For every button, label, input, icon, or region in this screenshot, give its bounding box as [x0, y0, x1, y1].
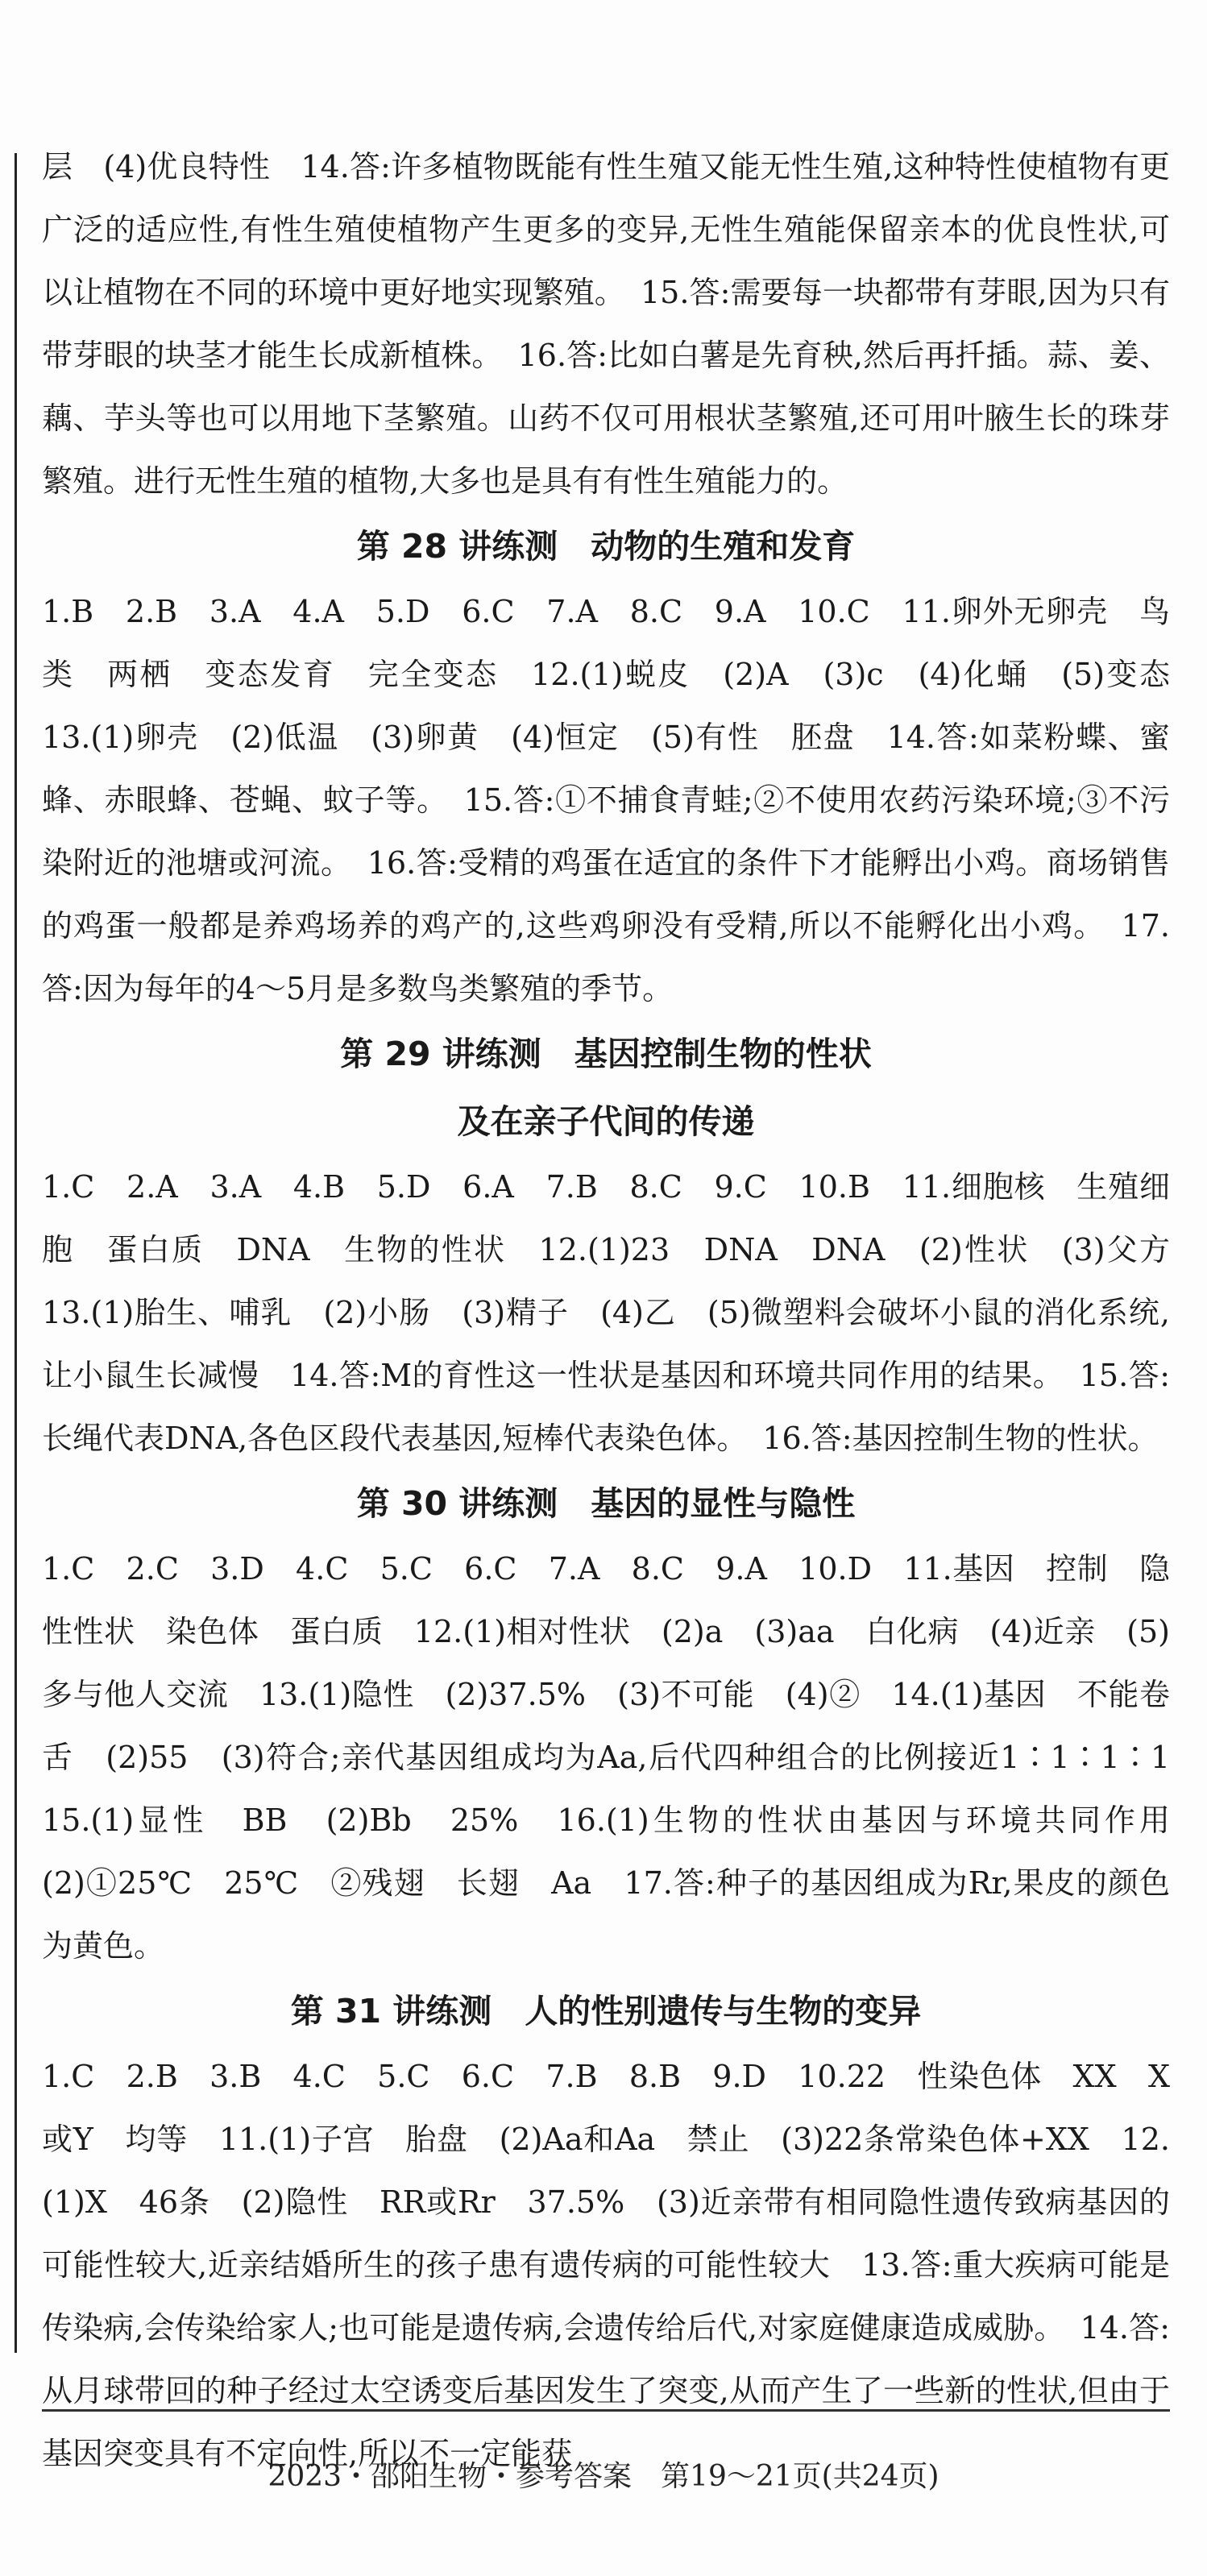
section-title: 第 28 讲练测 动物的生殖和发育: [356, 527, 856, 566]
answer-paragraph: 层 (4)优良特性 14.答:许多植物既能有性生殖又能无性生殖,这种特性使植物有更广泛的适应性,有性生殖使植物产生更多的变异,无性生殖能保留亲本的优良性状,可以让植物在不同的环境中更好地实现繁殖。 15.答:需要每一块都带有芽眼,因为只有带芽眼的块茎才能生长成新植株。 16.答:比如白薯是先育秧,然后再扦插。蒜、姜、藕、芋头等也可以用地下茎繁殖。山药不仅可用根状茎繁殖,还可用叶腋生长的珠芽繁殖。进行无性生殖的植物,大多也是具有有性生殖能力的。: [42, 149, 1170, 499]
answer-paragraph: 1.C 2.A 3.A 4.B 5.D 6.A 7.B 8.C 9.C 10.B 11.细胞核 生殖细胞 蛋白质 DNA 生物的性状 12.(1)23 DNA DNA (2)性状 (3)父方 13.(1)胎生、哺乳 (2)小肠 (3)精子 (4)乙 (5)微塑料会破坏小鼠的消化系统,让小鼠生长减慢 14.答:M的育性这一性状是基因和环境共同作用的结果。 15.答:长绳代表DNA,各色区段代表基因,短棒代表染色体。 16.答:基因控制生物的性状。: [42, 1169, 1201, 1456]
answer-paragraph: 1.B 2.B 3.A 4.A 5.D 6.C 7.A 8.C 9.A 10.C 11.卵外无卵壳 鸟类 两栖 变态发育 完全变态 12.(1)蜕皮 (2)A (3)c (4)化蛹 (5)变态 13.(1)卵壳 (2)低温 (3)卵黄 (4)恒定 (5)有性 胚盘 14.答:如菜粉蝶、蜜蜂、赤眼蜂、苍蝇、蚊子等。 15.答:①不捕食青蛙;②不使用农药污染环境;③不污染附近的池塘或河流。 16.答:受精的鸡蛋在适宜的条件下才能孵出小鸡。商场销售的鸡蛋一般都是养鸡场养的鸡产的,这些鸡卵没有受精,所以不能孵化出小鸡。 17.答:因为每年的4～5月是多数鸟类繁殖的季节。: [42, 594, 1201, 1006]
section-title: 第 30 讲练测 基因的显性与隐性: [356, 1484, 856, 1523]
section-title: 第 31 讲练测 人的性别遗传与生物的变异: [290, 1992, 922, 2031]
answer-paragraph: 1.C 2.C 3.D 4.C 5.C 6.C 7.A 8.C 9.A 10.D 11.基因 控制 隐性性状 染色体 蛋白质 12.(1)相对性状 (2)a (3)aa 白化病 (4)近亲 (5)多与他人交流 13.(1)隐性 (2)37.5% (3)不可能 (4)② 14.(1)基因 不能卷舌 (2)55 (3)符合;亲代基因组成均为Aa,后代四种组合的比例接近1∶1∶1∶1 15.(1)显性 BB (2)Bb 25% 16.(1)生物的性状由基因与环境共同作用 (2)①25℃ 25℃ ②残翅 长翅 Aa 17.答:种子的基因组成为Rr,果皮的颜色为黄色。: [42, 1551, 1201, 1964]
answer-paragraph: 1.C 2.B 3.B 4.C 5.C 6.C 7.B 8.B 9.D 10.22 性染色体 XX X或Y 均等 11.(1)子宫 胎盘 (2)Aa和Aa 禁止 (3)22条常染色体+XX 12.(1)X 46条 (2)隐性 RR或Rr 37.5% (3)近亲带有相同隐性遗传致病基因的可能性较大,近亲结婚所生的孩子患有遗传病的可能性较大 13.答:重大疾病可能是传染病,会传染给家人;也可能是遗传病,会遗传给后代,对家庭健康造成威胁。 14.答:从月球带回的种子经过太空诱变后基因发生了突变,从而产生了一些新的性状,但由于基因突变具有不定向性,所以不一定能获: [42, 2059, 1170, 2471]
section-title: 第 29 讲练测 基因控制生物的性状: [340, 1035, 872, 1073]
page-footer: 2023・邵阳生物・参考答案 第19～21页(共24页): [268, 2460, 939, 2493]
section-title: 及在亲子代间的传递: [457, 1102, 755, 1141]
left-margin-rule: [15, 153, 17, 2353]
answer-content: [42, 135, 1201, 2485]
footer-divider: [42, 2409, 1170, 2412]
